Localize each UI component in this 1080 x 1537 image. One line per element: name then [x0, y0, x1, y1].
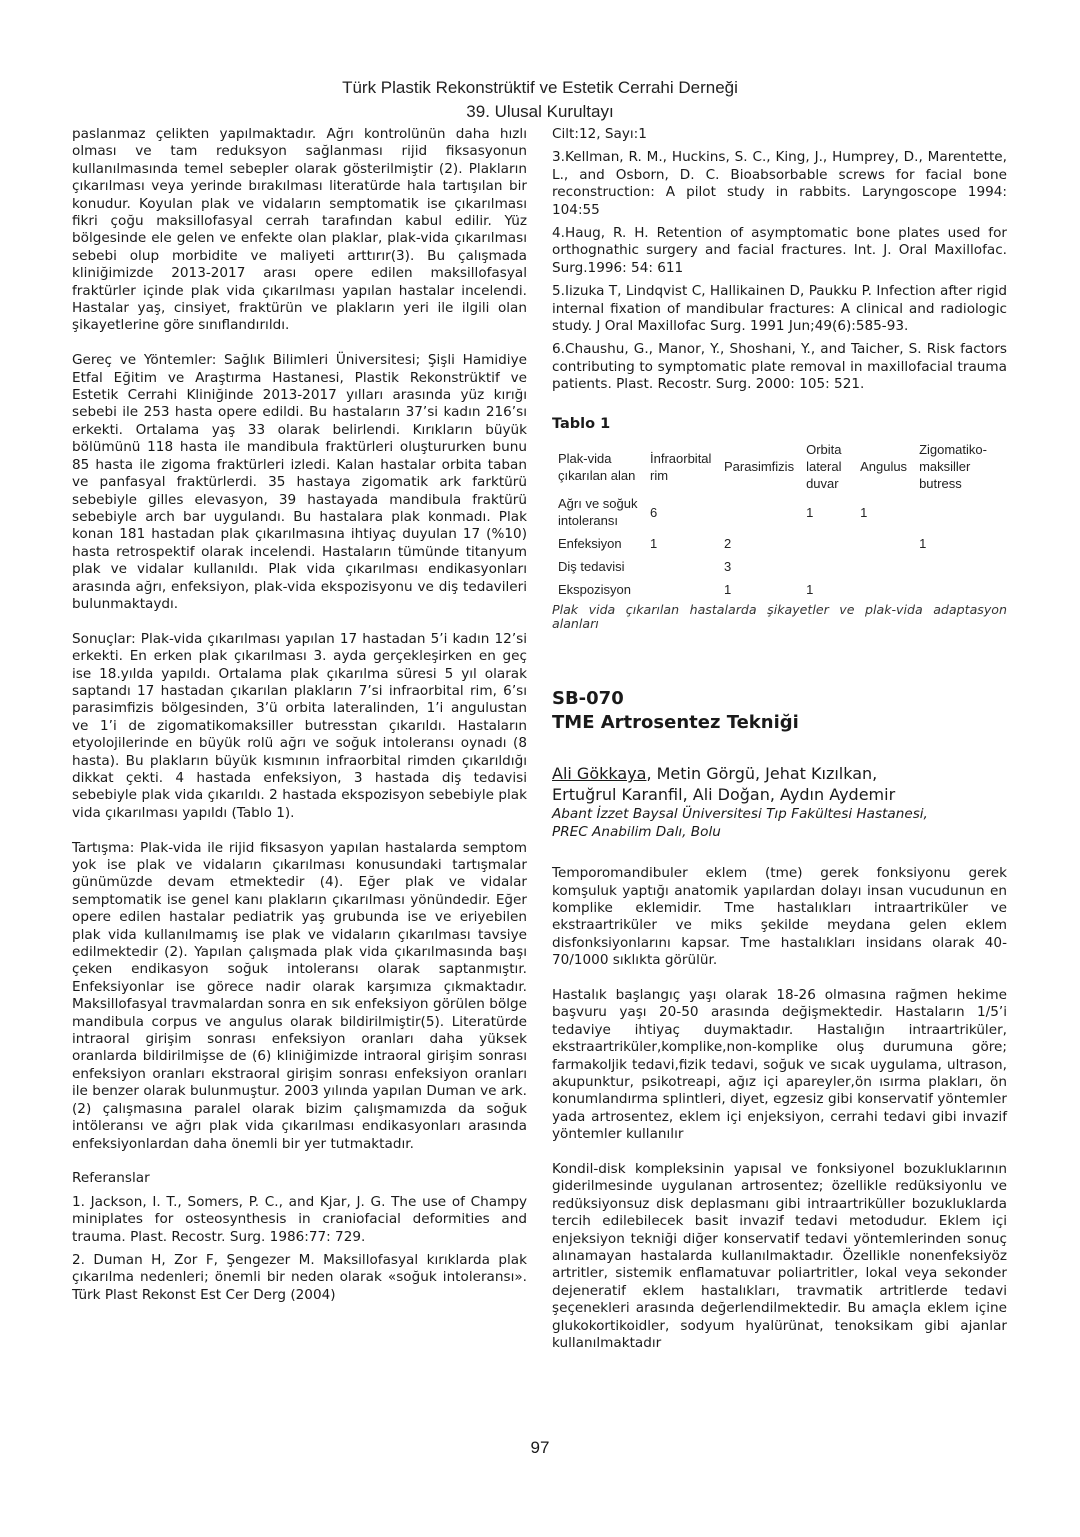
complaints-table [552, 441, 1005, 601]
results-paragraph: Sonuçlar: Plak-vida çıkarılması yapılan 17 hastadan 5’i kadın 12’si erkekti. En erken plak çıkarılması 3. ayda gerçekleşirken en geç ise 18.yılda yapıldı. Ortalama plak çıkarılma süresi 5 yıl olarak saptandı 17 hastadan çıkarılan plakların 7’si infraorbital rim, 6’sı parasimfizis bölgesinden, 3’ü orbita lateralinden, 1’i angulustan ve 1’i de zigomatikomaksiller butresstan çıkarıldı. Hastaların etyolojilerinde en büyük rolü ağrı ve soğuk intoleransı oynadı (8 hasta). Bu plakların büyük kısmının infraorbital rimden çıkarıldığı dikkat çekti. 4 hastada enfeksiyon, 3 hastada diş tedavisi sebebiyle plak vida çıkarıldı. 2 hastada ekspozisyon sebebiyle plak vida çıkarılması yapıldı (Tablo 1). [72, 630, 527, 821]
table-cell: Ekspozisyon [558, 582, 631, 598]
table-cell [800, 555, 854, 578]
table-header-cell: İnfraorbital rim [650, 450, 712, 483]
header-title: Türk Plastik Rekonstrüktif ve Estetik Cerrahi Derneği [342, 78, 738, 97]
table-cell [800, 532, 854, 555]
table-cell: 2 [724, 536, 732, 552]
abstract-paragraph-2: Hastalık başlangıç yaşı olarak 18-26 olmasına rağmen hekime başvuru yaşı 20-50 arasında değişmektedir. Hastaların 1/5’i tedaviye ihtiyaç duymaktadır. Hastalığın intraartriküler, ekstraartriküler,komplike,non-komplike oluş durumuna göre; farmakoljik tedavi,fizik tedavi, soğuk ve sıcak uygulama, ultrason, akupunktur, psikotreapi, ağız içi apareyler,ön ısırma plakları, ön konumlandırma splintleri, diyet, egzesiz gibi konservatif yöntemler yada artrosentez, eklem içi enjeksiyon, cerrahi tedavi gibi invazif yöntemler kullanılır [552, 986, 1007, 1143]
reference-4: 4.Haug, R. H. Retention of asymptomatic bone plates used for orthognathic surgery and facial fractures. Int. J. Oral Maxillofac. Surg.1996: 54: 611 [552, 225, 1007, 276]
right-column [552, 126, 1007, 1370]
table-cell [854, 555, 913, 578]
table-row [552, 578, 1005, 601]
table-caption: Plak vida çıkarılan hastalarda şikayetler ve plak-vida adaptasyon alanları [552, 602, 1007, 632]
table-cell: 1 [650, 536, 658, 552]
authors-line-1: , Metin Görgü, Jehat Kızılkan, [646, 764, 878, 784]
table-row [552, 492, 1005, 532]
table-cell: 6 [650, 504, 658, 520]
references-heading: Referanslar [72, 1170, 150, 1187]
reference-6: 6.Chaushu, G., Manor, Y., Shoshani, Y., and Taicher, S. Risk factors contributing to symptomatic plate removal in maxillofacial trauma patients. Plast. Recostr. Surg. 2000: 105: 521. [552, 341, 1007, 393]
page-number: 97 [530, 1438, 550, 1457]
header-subtitle: 39. Ulusal Kurultayı [466, 102, 614, 121]
authors-line-2: Ertuğrul Karanfil, Ali Doğan, Aydın Aydemir [552, 785, 896, 805]
table-cell [854, 532, 913, 555]
reference-5: 5.Iizuka T, Lindqvist C, Hallikainen D, Paukku P. Infection after rigid internal fixation of mandibular fractures: A clinical and radiologic study. J Oral Maxillofac Surg. 1991 Jun;49(6):585-93. [552, 283, 1007, 335]
table-header-cell: Parasimfizis [724, 459, 795, 475]
affiliation-line-2: PREC Anabilim Dalı, Bolu [552, 824, 721, 841]
table-header-cell: Zigomatiko-maksiller butress [919, 442, 987, 492]
table-cell: Diş tedavisi [558, 559, 625, 575]
table-cell [718, 492, 800, 532]
presenting-author: Ali Gökkaya [552, 764, 647, 784]
table-cell: 1 [724, 582, 732, 598]
methods-paragraph: Gereç ve Yöntemler: Sağlık Bilimleri Üniversitesi; Şişli Hamidiye Etfal Eğitim ve Araştırma Hastanesi, Plastik Rekonstrüktif ve Estetik Cerrahi Kliniğinde 2013-2017 yılları arasında yüz kırığı sebebi ile 253 hasta opere edildi. Bu hastaların 37’si kadın 216’sı erkekti. Ortalama yaş 33 olarak belirlendi. Kırıkların büyük bölümünü 118 hasta ile mandibula fraktürleri oluştururken bunu 85 hasta ile zigoma fraktürleri izledi. Kalan hastalar orbita taban ve panfasyal fraktürlerdi. 35 hastaya zigomatik ark farktürü sebebiyle gilles elevasyon, 39 hastayada mandibula fraktürü sebebiyle arch bar uygulandı. Bu hastalara plak konmadı. Plak konan 181 hastadan plak çıkarılmasına ihtiyaç duyulan 17 (%10) hasta retrospektif olarak incelendi. Hastaların tümünde titanyum plak ve vidalar kullanıldı. Plak vida çıkarılması endikasyonları arasında ağrı, enfeksiyon, plak-vida ekspozisyonu ve diş tedavileri bulunmaktaydı. [72, 352, 527, 612]
table-row [552, 532, 1005, 555]
table-title: Tablo 1 [552, 415, 611, 432]
reference-2-continued: Cilt:12, Sayı:1 [552, 126, 647, 142]
table-cell: 3 [724, 559, 732, 575]
table-header-cell: Angulus [860, 459, 908, 475]
table-cell: Ağrı ve soğuk intoleransı [558, 496, 638, 529]
abstract-paragraph-1: Temporomandibuler eklem (tme) gerek fonksiyonu gerek komşuluk yaptığı anatomik yapılardan dolayı insan vucudunun en komplike eklemidir. Tme hastalıkları intraartriküler ve ekstraartriküler ve miks şekilde meydana gelen eklem disfonksiyonlarını kapsar. Tme hastalıkları insidans olarak 40-70/1000 sıklıkta görülür. [552, 865, 1007, 969]
table-cell: 1 [806, 582, 814, 598]
abstract-paragraph-3: Kondil-disk kompleksinin yapısal ve fonksiyonel bozukluklarının giderilmesinde uygulanan artrosentez; özellikle redüksiyonlu ve redüksiyonsuz disk deplasmanı gibi intraartriküller bozukluklarda tercih edilebilecek basit invazif tedavi metodudur. Eklem içi enjeksiyon tekniği diğer konservatif tedavi yöntemlerinden sonuç alınamayan hastalarda kullanılmaktadır. Özellikle nonenfeksiyöz artritler, sistemik enflamatuvar poliartritler, lokal veya sekonder dejeneratif eklem hastalıkları, travmatik artritlerde tedavi şeçenekleri arasında değerlendilmektedir. Bu amaçla eklem içine glukokortikoidler, sodyum hyalürünat, tenoksikam gibi ajanlar kullanılmaktadır [552, 1160, 1007, 1352]
author-list [552, 763, 1007, 805]
table-header-cell: Orbita lateral duvar [806, 442, 842, 492]
table-cell: 1 [806, 504, 814, 520]
table-row [552, 555, 1005, 578]
table-cell: 1 [860, 504, 868, 520]
table-cell [644, 555, 718, 578]
table-header-row [552, 441, 1005, 492]
table-cell: Enfeksiyon [558, 536, 622, 552]
table-cell [913, 578, 1005, 601]
reference-2: 2. Duman H, Zor F, Şengezer M. Maksillofasyal kırıklarda plak çıkarılma nedenleri; önemli bir neden olarak «soğuk intoleransı». Türk Plast Rekonst Est Cer Derg (2004) [72, 1251, 527, 1303]
abstract-code: SB-070 [552, 688, 624, 710]
left-column [72, 126, 527, 1310]
intro-paragraph: paslanmaz çelikten yapılmaktadır. Ağrı kontrolünün daha hızlı olması ve tam reduksyon sağlanması rijid fiksasyonun kullanılmasında temel sebepler olarak gösterilmiştir (2). Plakların çıkarılması veya yerinde bırakılması literatürde hala tartışılan bir konudur. Koyulan plak ve vidaların semptomatik ise çıkarılması fikri çoğu maksillofasyal cerrah tarafından kabul edilir. Yüz bölgesinde ele gelen ve enfekte olan plaklar, plak-vida çıkarılması sebebi olup morbidite ve maliyeti arttırır(3). Bu çalışmada kliniğimizde 2013-2017 arası opere edilen maksillofasyal fraktürler içinde plak vida çıkarılması yapılan hastalar incelendi. Hastalar yaş, cinsiyet, fraktürün ve plakların yeri ile ilgili olan şikayetlerine göre sınıflandırıldı. [72, 126, 527, 334]
table-cell [644, 578, 718, 601]
table-cell [913, 555, 1005, 578]
table-header-cell: Plak-vida çıkarılan alan [558, 450, 636, 483]
abstract-title: TME Artrosentez Tekniği [552, 712, 799, 734]
table-cell [913, 492, 1005, 532]
table-cell: 1 [919, 536, 927, 552]
affiliation-line-1: Abant İzzet Baysal Üniversitesi Tıp Fakültesi Hastanesi, [552, 806, 928, 823]
reference-3: 3.Kellman, R. M., Huckins, S. C., King, J., Humprey, D., Marentette, L., and Osborn, D. C. Bioabsorbable screws for facial bone reconstruction: A pilot study in rabbits. Laryngoscope 1994: 104:55 [552, 149, 1007, 218]
table-cell [854, 578, 913, 601]
discussion-paragraph: Tartışma: Plak-vida ile rijid fiksasyon yapılan hastalarda semptom yok ise plak ve vidaların çıkarılması konusundaki tartışmalar günümüzde devam etmektedir (4). Eğer plak ve vidalar semptomatik ise genel kanı plakların çıkarılması yönündedir. Eğer opere edilen hastalar pediatrik yaş grubunda ise ve eriyebilen plak vida kullanılmamış ise plak ve vidaların çıkarılması tavsiye edilmektedir (2). Yapılan çalışmada plak vida çıkarılmasında başı çeken endikasyon soğuk intoleransı olarak saptanmıştır. Enfeksiyonlar ise görece nadir olarak karşımıza çıkmaktadır. Maksillofasyal travmalardan sonra en sık enfeksiyon görülen bölge mandibula corpus ve angulus olarak bildirilmiştir(5). Literatürde intraoral girişim sonrası enfeksiyon oranları daha yüksek oranlarda bildirilmişse de (6) kliniğimizde intraoral girişim sonrası enfeksiyon oranları ekstraoral girişim sonrası enfeksiyon oranları ile benzer olarak bulunmuştur. 2003 yılında yapılan Duman ve ark. (2) çalışmasına paralel olarak bizim çalışmamızda da soğuk intöleransı ve ağrı plak vida çıkarılması endikasyonları arasında enfeksiyonlardan daha önemli bir yer tutmaktadır. [72, 839, 527, 1152]
reference-1: 1. Jackson, I. T., Somers, P. C., and Kjar, J. G. The use of Champy miniplates for osteosynthesis in craniofacial deformities and trauma. Plast. Recostr. Surg. 1986:77: 729. [72, 1193, 527, 1245]
